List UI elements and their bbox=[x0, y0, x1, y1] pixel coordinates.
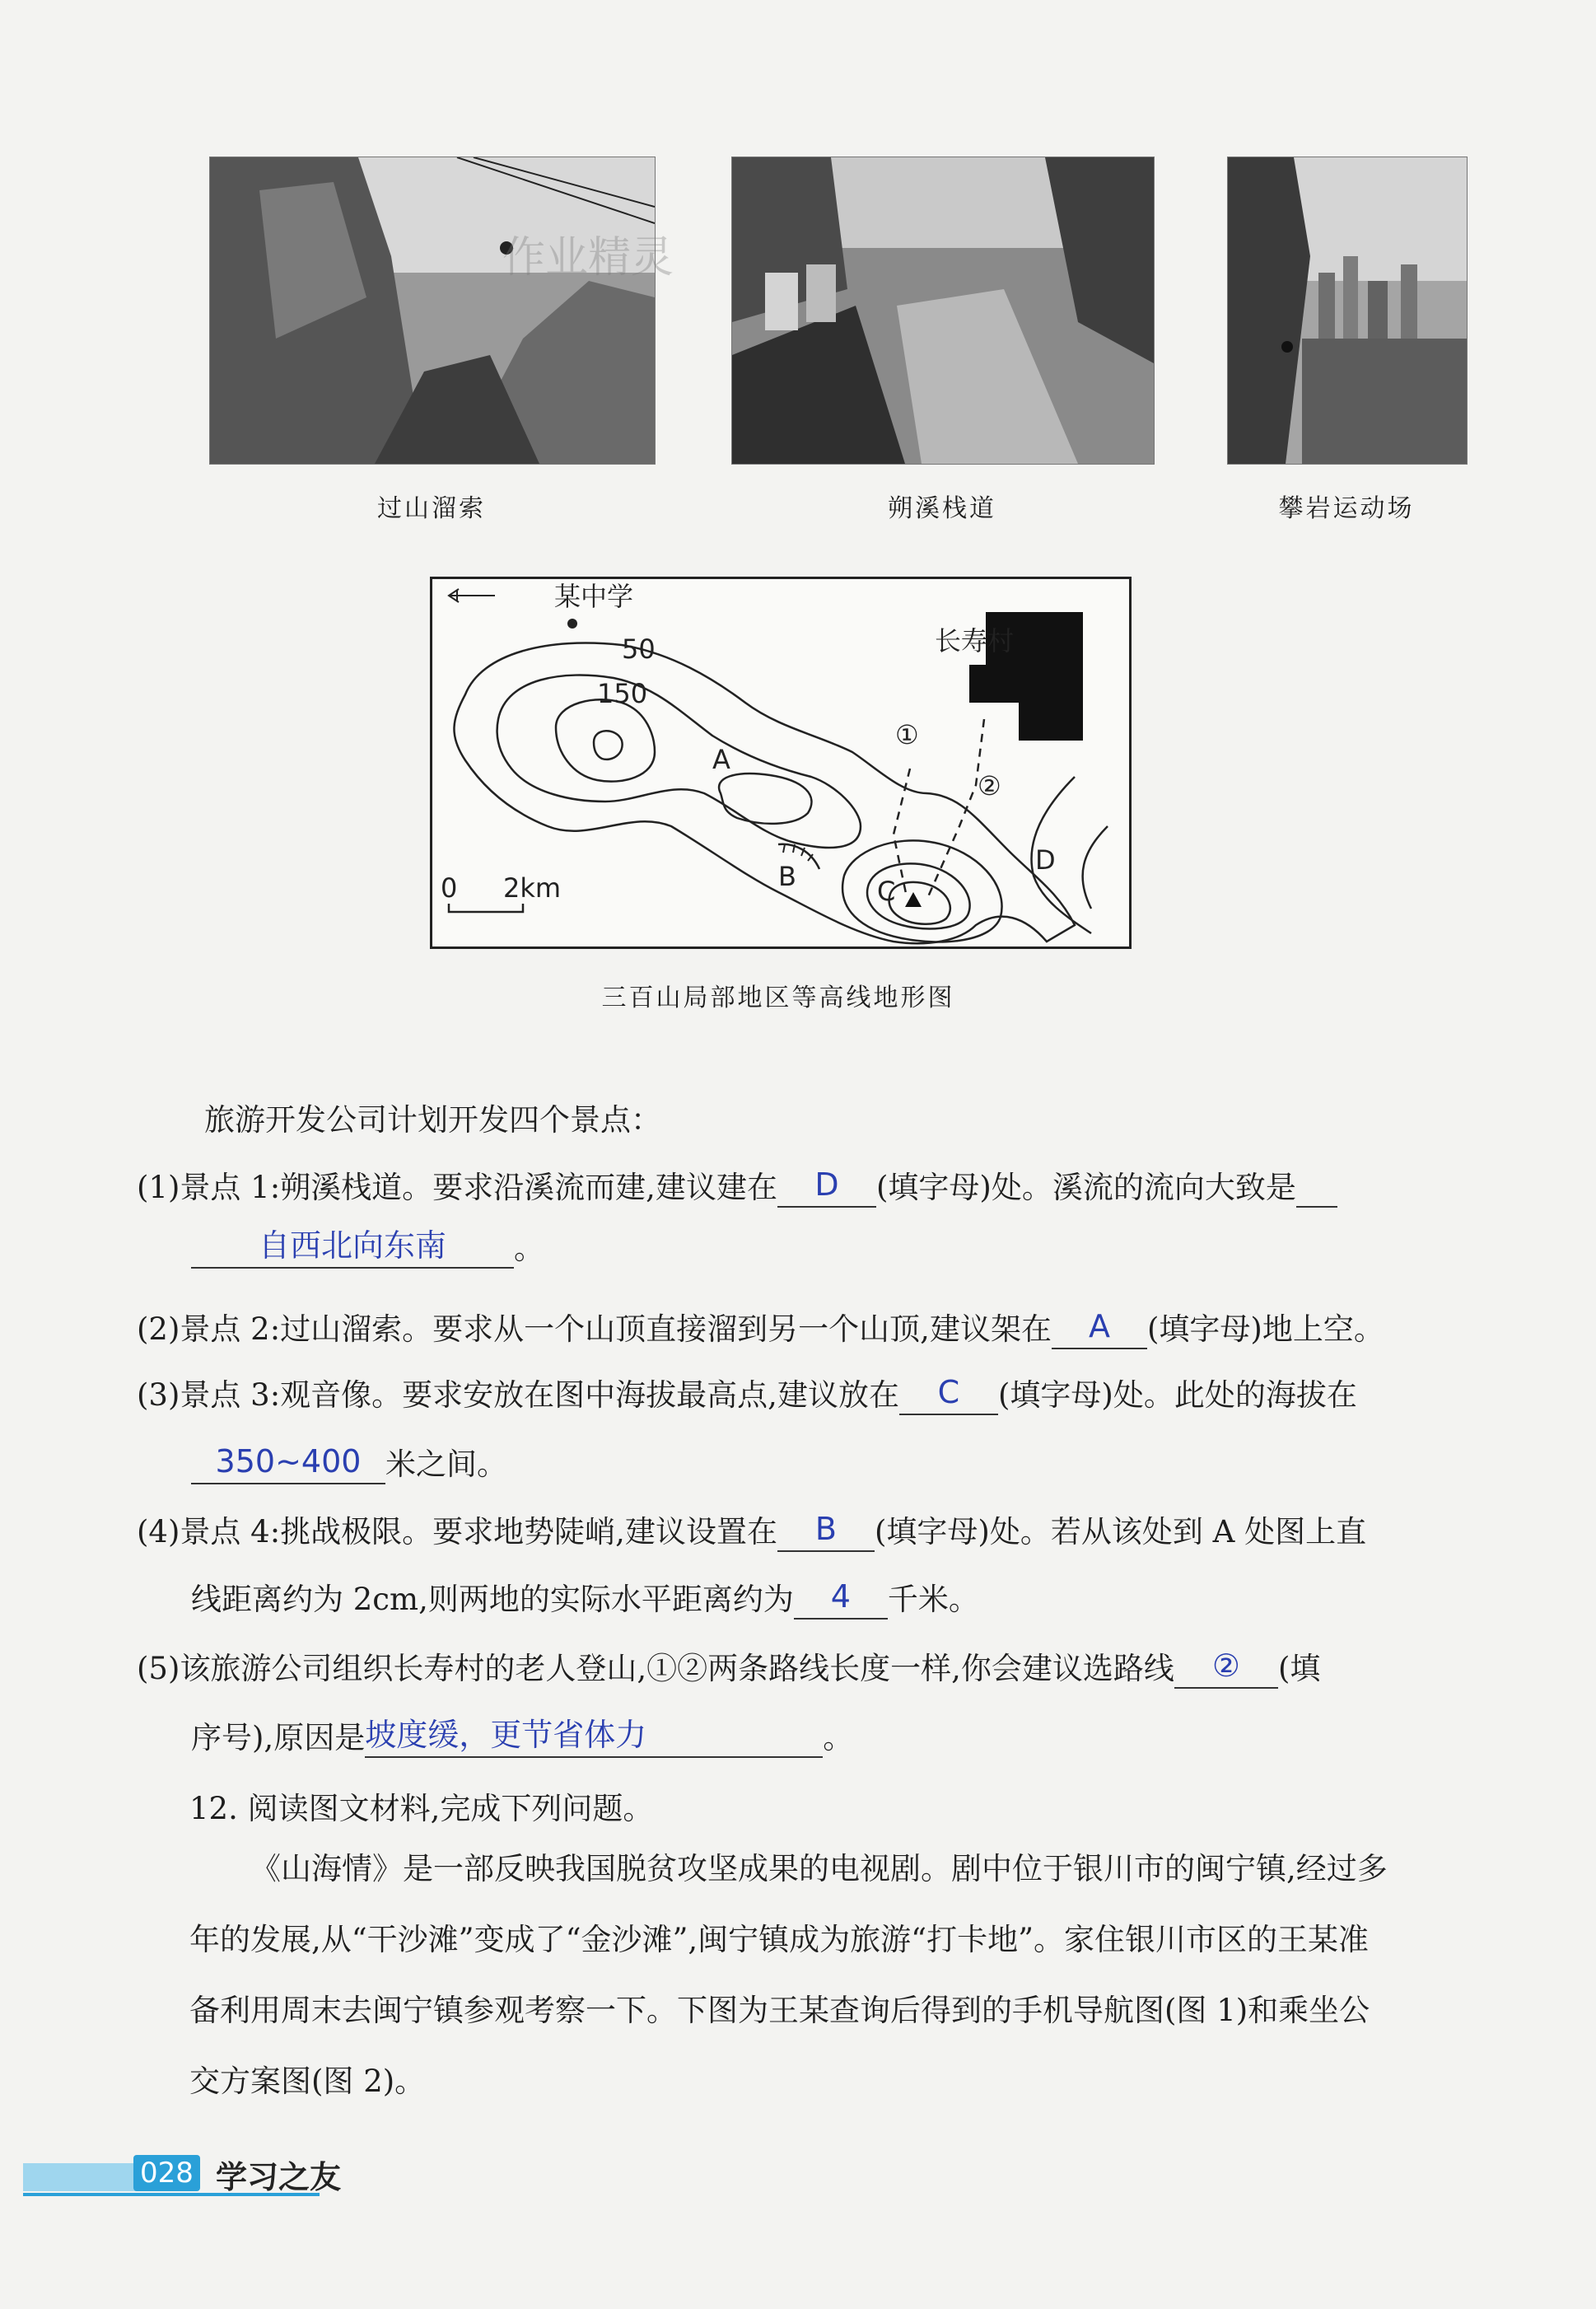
q3-answer-2: 350~400 bbox=[215, 1443, 362, 1479]
q5-line2-prefix: 序号),原因是 bbox=[191, 1720, 366, 1755]
map-scale-zero: 0 bbox=[441, 872, 458, 904]
q5-mid: (填 bbox=[1277, 1651, 1321, 1686]
q5-suffix: 。 bbox=[823, 1720, 854, 1755]
map-route-1: ① bbox=[895, 719, 919, 750]
photo-zipline bbox=[209, 157, 656, 465]
q5-prefix: (5)该旅游公司组织长寿村的老人登山,①②两条路线长度一样,你会建议选路线 bbox=[137, 1651, 1174, 1686]
map-point-b: B bbox=[778, 861, 796, 892]
question-2 bbox=[137, 1310, 1384, 1349]
question-4-line1 bbox=[137, 1512, 1366, 1552]
q1-blank-2a bbox=[1296, 1173, 1337, 1208]
q1-prefix: (1)景点 1:朔溪栈道。要求沿溪流而建,建议建在 bbox=[137, 1170, 777, 1205]
q3-suffix: 米之间。 bbox=[385, 1447, 507, 1482]
photo-trail bbox=[731, 157, 1155, 465]
q5-blank-1 bbox=[1174, 1648, 1278, 1689]
intro-text: 旅游开发公司计划开发四个景点： bbox=[204, 1102, 661, 1138]
q4-blank-2 bbox=[794, 1578, 888, 1620]
map-village-label: 长寿村 bbox=[935, 625, 1015, 657]
q3-blank-2 bbox=[191, 1443, 385, 1484]
question-1-line1 bbox=[137, 1168, 1337, 1208]
q4-answer-1: B bbox=[814, 1511, 837, 1547]
q4-blank-1 bbox=[777, 1511, 875, 1552]
page-number: 028 bbox=[133, 2155, 200, 2191]
photo-caption-trail: 朔溪栈道 bbox=[888, 494, 996, 523]
material-line-1: 《山海情》是一部反映我国脱贫攻坚成果的电视剧。剧中位于银川市的闽宁镇,经过多 bbox=[250, 1851, 1388, 1886]
q5-blank-2 bbox=[365, 1717, 823, 1758]
photo-climbing bbox=[1227, 157, 1468, 465]
scale-bar bbox=[449, 904, 523, 912]
q4-line2-prefix: 线距离约为 2cm,则两地的实际水平距离约为 bbox=[191, 1582, 794, 1617]
watermark: 作业精灵 bbox=[502, 233, 674, 283]
q3-mid: (填字母)处。此处的海拔在 bbox=[997, 1377, 1357, 1413]
q5-answer-2: 坡度缓，更节省体力 bbox=[365, 1717, 647, 1753]
school-point-icon bbox=[567, 619, 577, 629]
question-5-line1 bbox=[137, 1649, 1320, 1689]
question-1-line2 bbox=[191, 1229, 544, 1269]
map-school-label: 某中学 bbox=[554, 581, 634, 612]
q1-blank-2 bbox=[191, 1227, 514, 1269]
contour-map bbox=[430, 577, 1132, 949]
map-contour-50: 50 bbox=[622, 633, 656, 665]
q3-blank-1 bbox=[899, 1374, 998, 1415]
question-12-material bbox=[189, 1834, 1474, 2117]
q1-answer-1: D bbox=[814, 1166, 839, 1203]
q1-mid: (填字母)处。溪流的流向大致是 bbox=[875, 1170, 1296, 1205]
map-contour-150: 150 bbox=[597, 678, 648, 709]
map-point-d: D bbox=[1035, 844, 1056, 876]
question-4-line2 bbox=[191, 1580, 979, 1620]
q3-answer-1: C bbox=[937, 1374, 960, 1410]
question-5-line2 bbox=[191, 1718, 853, 1758]
q4-prefix: (4)景点 4:挑战极限。要求地势陡峭,建议设置在 bbox=[137, 1514, 777, 1549]
map-scale-value: 2km bbox=[503, 872, 562, 904]
q2-prefix: (2)景点 2:过山溜索。要求从一个山顶直接溜到另一个山顶,建议架在 bbox=[137, 1311, 1052, 1347]
photo-caption-climbing: 攀岩运动场 bbox=[1278, 494, 1415, 523]
q2-blank bbox=[1052, 1308, 1147, 1349]
question-3-line2 bbox=[191, 1445, 507, 1484]
material-line-3: 备利用周末去闽宁镇参观考察一下。下图为王某查询后得到的手机导航图(图 1)和乘坐公 bbox=[189, 1993, 1370, 2028]
q1-answer-2: 自西北向东南 bbox=[258, 1227, 446, 1264]
map-point-a: A bbox=[712, 744, 730, 775]
map-caption: 三百山局部地区等高线地形图 bbox=[601, 984, 955, 1012]
q2-suffix: (填字母)地上空。 bbox=[1146, 1311, 1384, 1347]
q1-blank-1 bbox=[777, 1166, 876, 1208]
map-point-c: C bbox=[877, 876, 896, 907]
q2-answer: A bbox=[1088, 1308, 1110, 1344]
question-12-title: 12. 阅读图文材料,完成下列问题。 bbox=[189, 1791, 654, 1826]
material-line-4: 交方案图(图 2)。 bbox=[189, 2064, 426, 2099]
q4-suffix: 千米。 bbox=[887, 1582, 979, 1617]
question-3-line1 bbox=[137, 1376, 1357, 1415]
q4-answer-2: 4 bbox=[830, 1578, 851, 1615]
q4-mid: (填字母)处。若从该处到 A 处图上直 bbox=[874, 1514, 1367, 1549]
material-line-2: 年的发展,从“干沙滩”变成了“金沙滩”,闽宁镇成为旅游“打卡地”。家住银川市区的王某准 bbox=[189, 1922, 1370, 1957]
q1-suffix: 。 bbox=[514, 1231, 544, 1266]
photo-caption-zipline: 过山溜索 bbox=[377, 494, 486, 523]
book-name: 学习之友 bbox=[216, 2158, 342, 2195]
q5-answer-1: ② bbox=[1211, 1648, 1240, 1684]
peak-icon bbox=[905, 892, 922, 907]
q3-prefix: (3)景点 3:观音像。要求安放在图中海拔最高点,建议放在 bbox=[137, 1377, 899, 1413]
map-route-2: ② bbox=[978, 770, 1001, 802]
